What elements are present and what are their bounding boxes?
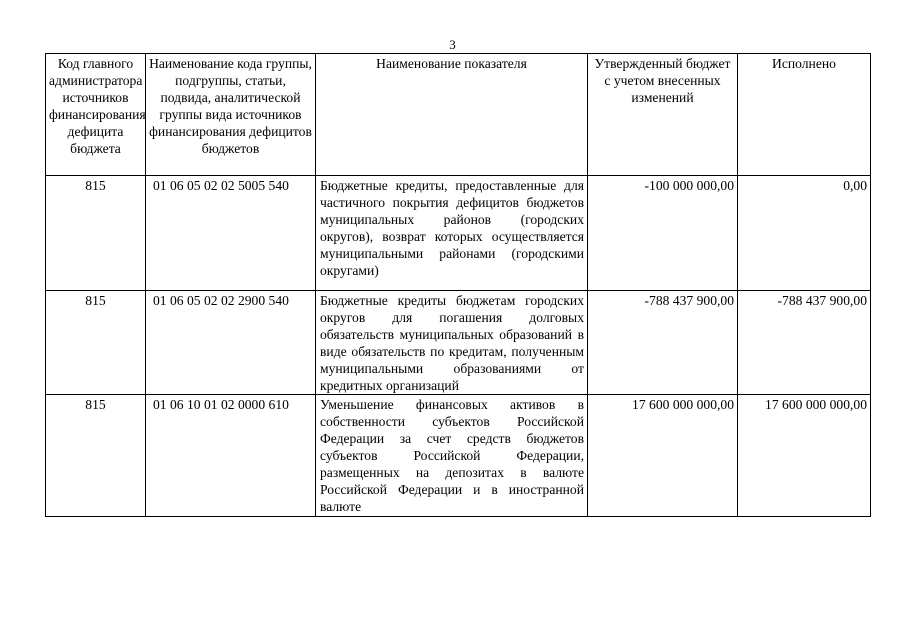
page-number: 3 (449, 37, 456, 52)
table-row (46, 291, 871, 395)
approved-cell: -100 000 000,00 (588, 176, 738, 291)
admin-code-cell: 815 (46, 176, 146, 291)
sources-financing-table (45, 53, 871, 517)
source-code-cell: 01 06 10 01 02 0000 610 (146, 395, 316, 517)
source-code-cell: 01 06 05 02 02 5005 540 (146, 176, 316, 291)
admin-code-cell: 815 (46, 291, 146, 395)
source-code-cell: 01 06 05 02 02 2900 540 (146, 291, 316, 395)
table-row (46, 395, 871, 517)
table-header-row (46, 54, 871, 176)
executed-cell: -788 437 900,00 (738, 291, 871, 395)
indicator-cell: Уменьшение финансовых активов в собственности субъектов Российской Федерации за счет средств бюджетов субъектов Российской Федерации, размещенных на депозитах в валюте Российской Федерации и в иностранной валюте (316, 395, 588, 517)
executed-cell: 17 600 000 000,00 (738, 395, 871, 517)
header-admin-code: Код главного администратора источников финансирования дефицита бюджета (46, 54, 146, 176)
admin-code-cell: 815 (46, 395, 146, 517)
header-indicator: Наименование показателя (316, 54, 588, 176)
table-row (46, 176, 871, 291)
header-source-code: Наименование кода группы, подгруппы, статьи, подвида, аналитической группы вида источников финансирования дефицитов бюджетов (146, 54, 316, 176)
indicator-cell: Бюджетные кредиты бюджетам городских округов для погашения долговых обязательств муниципальных образований в виде обязательств по кредитам, полученным муниципальными образованиями от кредитных организаций (316, 291, 588, 395)
header-executed: Исполнено (738, 54, 871, 176)
approved-cell: -788 437 900,00 (588, 291, 738, 395)
header-approved-budget: Утвержденный бюджет с учетом внесенных изменений (588, 54, 738, 176)
indicator-cell: Бюджетные кредиты, предоставленные для частичного покрытия дефицитов бюджетов муниципальных районов (городских округов), возврат которых осуществляется муниципальными районами (городскими округами) (316, 176, 588, 291)
executed-cell: 0,00 (738, 176, 871, 291)
approved-cell: 17 600 000 000,00 (588, 395, 738, 517)
